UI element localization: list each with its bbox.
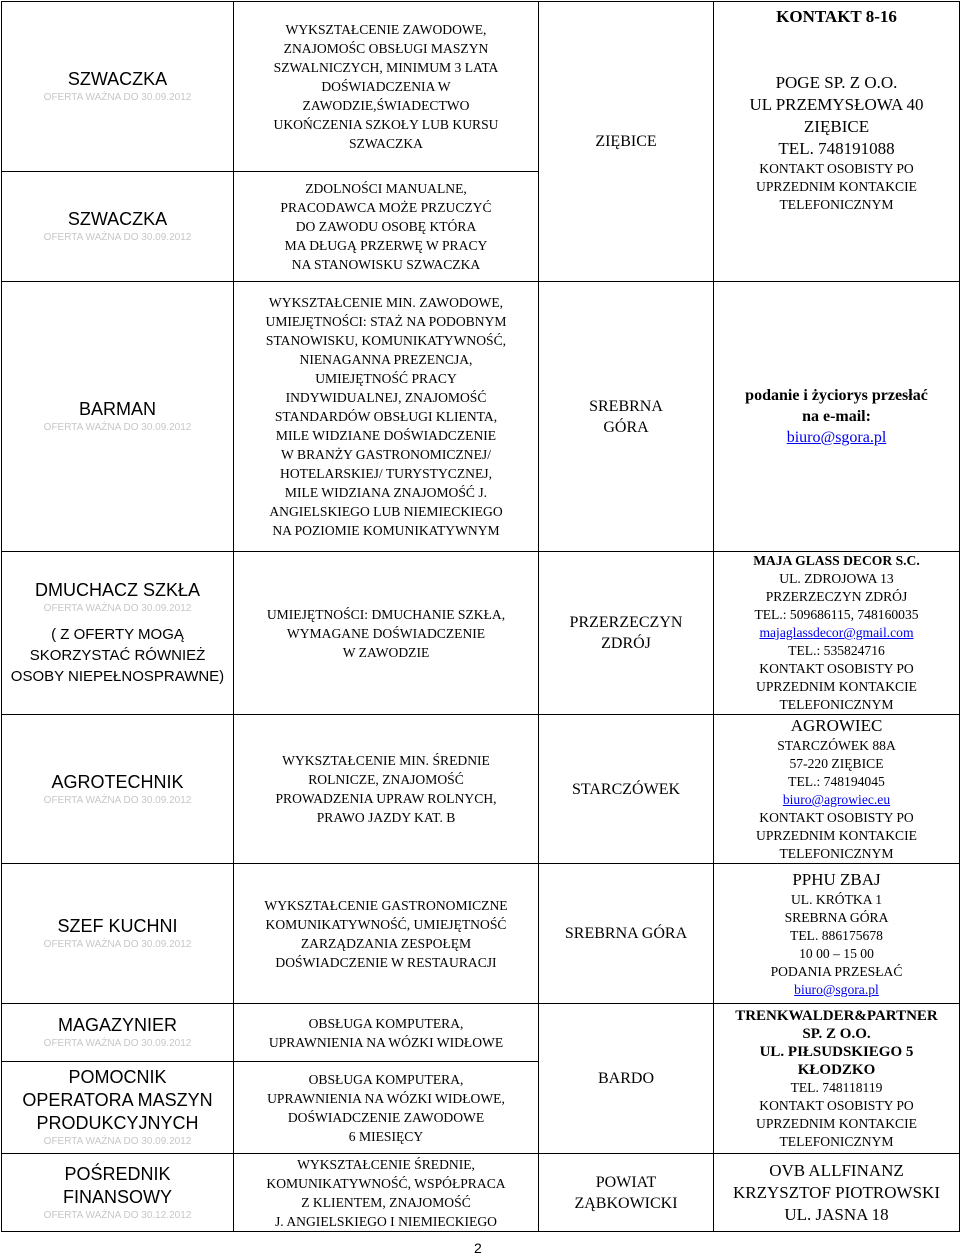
requirement-line: MA DŁUGĄ PRZERWĘ W PRACY bbox=[284, 238, 488, 253]
requirements-cell bbox=[234, 2, 539, 172]
job-title: OPERATORA MASZYN bbox=[22, 1090, 213, 1110]
requirement-line: SZWACZKA bbox=[348, 136, 423, 151]
job-title-cell bbox=[2, 172, 234, 282]
contact-line: POGE SP. Z O.O. bbox=[775, 73, 898, 92]
contact-line: ZIĘBICE bbox=[803, 117, 870, 136]
contact-line: UPRZEDNIM KONTAKCIE bbox=[756, 828, 917, 843]
contact-line: 10 00 – 15 00 bbox=[799, 945, 874, 961]
table-row bbox=[2, 552, 960, 715]
offer-validity: OFERTA WAŻNA DO 30.09.2012 bbox=[43, 1136, 192, 1147]
requirements-cell bbox=[234, 1062, 539, 1154]
email-link[interactable]: biuro@sgora.pl bbox=[786, 429, 887, 446]
contact-line: TELEFONICZNYM bbox=[779, 197, 894, 212]
job-title: PRODUKCYJNYCH bbox=[36, 1113, 199, 1133]
requirement-line: WYKSZTAŁCENIE MIN. ZAWODOWE, bbox=[268, 295, 504, 310]
job-title: SZWACZKA bbox=[67, 209, 168, 229]
contact-line: AGROWIEC bbox=[790, 716, 883, 735]
contact-line: KŁODZKO bbox=[797, 1061, 876, 1078]
location: ZDRÓJ bbox=[601, 635, 651, 652]
contact-line: KONTAKT OSOBISTY PO bbox=[759, 810, 914, 825]
contact-line: TEL.: 509686115, 748160035 bbox=[754, 607, 919, 622]
contact-line: KRZYSZTOF PIOTROWSKI bbox=[732, 1182, 940, 1202]
job-title-cell bbox=[2, 282, 234, 552]
job-title: MAGAZYNIER bbox=[57, 1015, 177, 1035]
job-title-cell bbox=[2, 864, 234, 1004]
location: SREBRNA bbox=[589, 397, 663, 415]
contact-line: TELEFONICZNYM bbox=[779, 697, 894, 712]
contact-line: UL. JASNA 18 bbox=[784, 1204, 889, 1224]
requirement-line: ANGIELSKIEGO LUB NIEMIECKIEGO bbox=[269, 504, 503, 519]
requirement-line: INDYWIDUALNEJ, ZNAJOMOŚĆ bbox=[285, 390, 487, 405]
requirement-line: DOŚWIADCZENIE ZAWODOWE bbox=[287, 1109, 485, 1125]
location-cell bbox=[539, 864, 714, 1004]
requirements-cell bbox=[234, 1154, 539, 1232]
contact-line: TEL.: 748194045 bbox=[788, 774, 885, 789]
location-cell bbox=[539, 715, 714, 864]
job-title: SZWACZKA bbox=[67, 69, 168, 89]
requirement-line: WYKSZTAŁCENIE MIN. ŚREDNIE bbox=[282, 753, 490, 768]
offer-validity: OFERTA WAŻNA DO 30.09.2012 bbox=[43, 1038, 192, 1049]
requirement-line: ZARZĄDZANIA ZESPOŁĘM bbox=[300, 935, 472, 951]
requirement-line: 6 MIESIĘCY bbox=[348, 1128, 424, 1144]
offer-validity: OFERTA WAŻNA DO 30.09.2012 bbox=[43, 603, 192, 614]
contact-line: PPHU ZBAJ bbox=[792, 869, 881, 889]
location: ZIĘBICE bbox=[595, 133, 657, 150]
contact-line: UL PRZEMYSŁOWA 40 bbox=[749, 95, 924, 114]
contact-line: TEL. 886175678 bbox=[790, 927, 883, 943]
requirement-line: UPRAWNIENIA NA WÓZKI WIDŁOWE, bbox=[267, 1090, 505, 1106]
requirement-line: SZWALNICZYCH, MINIMUM 3 LATA bbox=[273, 60, 499, 75]
contact-line: KONTAKT OSOBISTY PO bbox=[759, 161, 914, 176]
job-title: POMOCNIK bbox=[68, 1067, 167, 1087]
location: POWIAT bbox=[595, 1173, 657, 1191]
contact-line: podanie i życiorys przesłać bbox=[745, 387, 928, 404]
contact-cell bbox=[714, 2, 960, 282]
requirement-line: DO ZAWODU OSOBĘ KTÓRA bbox=[295, 219, 477, 234]
requirement-line: KOMUNIKATYWNOŚĆ, UMIEJĘTNOŚĆ bbox=[265, 916, 507, 932]
requirement-line: PRAWO JAZDY KAT. B bbox=[316, 810, 456, 825]
offer-validity: OFERTA WAŻNA DO 30.12.2012 bbox=[43, 1209, 192, 1221]
table-row bbox=[2, 715, 960, 864]
contact-line: TEL.: 535824716 bbox=[788, 643, 885, 658]
requirement-line: J. ANGIELSKIEGO I NIEMIECKIEGO bbox=[275, 1213, 497, 1229]
email-link[interactable]: biuro@agrowiec.eu bbox=[782, 792, 891, 807]
requirements-cell bbox=[234, 864, 539, 1004]
page-number: 2 bbox=[474, 1240, 482, 1256]
contact-line: UPRZEDNIM KONTAKCIE bbox=[756, 179, 917, 194]
contact-line: TRENKWALDER&PARTNER bbox=[735, 1007, 938, 1024]
requirement-line: OBSŁUGA KOMPUTERA, bbox=[308, 1015, 464, 1031]
requirement-line: OBSŁUGA KOMPUTERA, bbox=[308, 1071, 464, 1087]
contact-line: KONTAKT OSOBISTY PO bbox=[759, 661, 914, 676]
job-title: BARMAN bbox=[78, 399, 156, 419]
contact-line: UL. PIŁSUDSKIEGO 5 bbox=[759, 1043, 914, 1060]
requirement-line: WYKSZTAŁCENIE GASTRONOMICZNE bbox=[264, 897, 508, 913]
location: ZĄBKOWICKI bbox=[574, 1194, 678, 1212]
requirement-line: ROLNICZE, ZNAJOMOŚĆ bbox=[308, 772, 464, 787]
job-title-cell bbox=[2, 1004, 234, 1062]
contact-cell bbox=[714, 1154, 960, 1232]
offer-validity: OFERTA WAŻNA DO 30.09.2012 bbox=[43, 939, 192, 950]
email-link[interactable]: majaglassdecor@gmail.com bbox=[759, 625, 914, 640]
location-cell bbox=[539, 1004, 714, 1154]
location-cell bbox=[539, 552, 714, 715]
job-title: FINANSOWY bbox=[62, 1186, 172, 1207]
table-row bbox=[2, 282, 960, 552]
requirement-line: MILE WIDZIANA ZNAJOMOŚĆ J. bbox=[284, 485, 488, 500]
offer-validity: OFERTA WAŻNA DO 30.09.2012 bbox=[43, 422, 192, 433]
contact-line: MAJA GLASS DECOR S.C. bbox=[753, 553, 920, 568]
requirements-cell bbox=[234, 715, 539, 864]
requirement-line: UKOŃCZENIA SZKOŁY LUB KURSU bbox=[273, 117, 499, 132]
table-row bbox=[2, 864, 960, 1004]
location: STARCZÓWEK bbox=[571, 780, 681, 798]
table-row bbox=[2, 1154, 960, 1232]
contact-line: OVB ALLFINANZ bbox=[769, 1160, 904, 1180]
contact-line: UL. KRÓTKA 1 bbox=[790, 891, 882, 907]
requirement-line: UMIEJĘTNOŚCI: DMUCHANIE SZKŁA, bbox=[266, 606, 506, 622]
table-row bbox=[2, 2, 960, 172]
requirement-line: DOŚWIADCZENIA W bbox=[321, 79, 451, 94]
email-link[interactable]: biuro@sgora.pl bbox=[794, 981, 879, 997]
contact-cell bbox=[714, 1004, 960, 1154]
contact-line: KONTAKT OSOBISTY PO bbox=[759, 1097, 914, 1113]
offer-validity: OFERTA WAŻNA DO 30.09.2012 bbox=[43, 794, 192, 806]
requirement-line: UMIEJĘTNOŚCI: STAŻ NA PODOBNYM bbox=[265, 314, 507, 329]
job-title-cell bbox=[2, 1062, 234, 1154]
contact-cell bbox=[714, 282, 960, 552]
contact-line: TELEFONICZNYM bbox=[779, 1133, 894, 1149]
location: SREBRNA GÓRA bbox=[564, 925, 688, 942]
location: BARDO bbox=[597, 1070, 654, 1087]
location: PRZERZECZYN bbox=[569, 614, 683, 631]
job-title-cell bbox=[2, 552, 234, 715]
requirement-line: NA POZIOMIE KOMUNIKATYWNYM bbox=[272, 523, 500, 538]
requirement-line: NA STANOWISKU SZWACZKA bbox=[291, 257, 481, 272]
contact-cell bbox=[714, 552, 960, 715]
offer-validity: OFERTA WAŻNA DO 30.09.2012 bbox=[43, 232, 192, 243]
contact-line: TEL. 748191088 bbox=[778, 139, 895, 158]
location: GÓRA bbox=[603, 418, 649, 436]
requirements-cell bbox=[234, 1004, 539, 1062]
note-line: OSOBY NIEPEŁNOSPRAWNE) bbox=[10, 668, 225, 685]
requirement-line: MILE WIDZIANE DOŚWIADCZENIE bbox=[275, 428, 497, 443]
contact-line: PODANIA PRZESŁAĆ bbox=[770, 963, 903, 979]
requirement-line: Z KLIENTEM, ZNAJOMOŚĆ bbox=[301, 1194, 471, 1210]
contact-line: TEL. 748118119 bbox=[790, 1079, 883, 1095]
contact-line: SP. Z O.O. bbox=[802, 1025, 871, 1042]
contact-cell bbox=[714, 715, 960, 864]
requirement-line: HOTELARSKIEJ/ TURYSTYCZNEJ, bbox=[280, 466, 492, 481]
location-cell bbox=[539, 282, 714, 552]
contact-line: UL. ZDROJOWA 13 bbox=[779, 571, 894, 586]
requirement-line: STANOWISKU, KOMUNIKATYWNOŚĆ, bbox=[265, 333, 507, 348]
job-title-cell bbox=[2, 715, 234, 864]
contact-cell bbox=[714, 864, 960, 1004]
requirement-line: KOMUNIKATYWNOŚĆ, WSPÓŁPRACA bbox=[266, 1175, 506, 1191]
requirement-line: WYKSZTAŁCENIE ŚREDNIE, bbox=[297, 1156, 475, 1172]
contact-hours: KONTAKT 8-16 bbox=[776, 7, 897, 26]
requirement-line: ZNAJOMOŚC OBSŁUGI MASZYN bbox=[283, 41, 489, 56]
contact-line: na e-mail: bbox=[802, 408, 871, 425]
requirement-line: WYMAGANE DOŚWIADCZENIE bbox=[286, 625, 486, 641]
requirements-cell bbox=[234, 172, 539, 282]
requirement-line: PROWADZENIA UPRAW ROLNYCH, bbox=[275, 791, 497, 806]
table-row bbox=[2, 1004, 960, 1062]
requirement-line: ZDOLNOŚCI MANUALNE, bbox=[305, 181, 467, 196]
requirement-line: WYKSZTAŁCENIE ZAWODOWE, bbox=[285, 22, 487, 37]
job-title: AGROTECHNIK bbox=[51, 771, 184, 792]
contact-line: SREBRNA GÓRA bbox=[784, 909, 889, 925]
requirement-line: UMIEJĘTNOŚĆ PRACY bbox=[315, 371, 457, 386]
requirement-line: DOŚWIADCZENIE W RESTAURACJI bbox=[275, 954, 497, 970]
note-line: ( Z OFERTY MOGĄ bbox=[51, 626, 184, 643]
requirement-line: UPRAWNIENIA NA WÓZKI WIDŁOWE bbox=[268, 1034, 504, 1050]
location-cell bbox=[539, 2, 714, 282]
requirements-cell bbox=[234, 282, 539, 552]
requirement-line: PRACODAWCA MOŻE PRZUCZYĆ bbox=[280, 200, 492, 215]
contact-line: UPRZEDNIM KONTAKCIE bbox=[756, 1115, 917, 1131]
requirement-line: ZAWODZIE,ŚWIADECTWO bbox=[302, 98, 470, 113]
job-title: POŚREDNIK bbox=[64, 1163, 171, 1184]
job-offers-table bbox=[1, 1, 960, 1232]
requirement-line: STANDARDÓW OBSŁUGI KLIENTA, bbox=[274, 409, 498, 424]
offer-validity: OFERTA WAŻNA DO 30.09.2012 bbox=[43, 92, 192, 103]
contact-line: PRZERZECZYN ZDRÓJ bbox=[765, 589, 908, 604]
requirement-line: NIENAGANNA PREZENCJA, bbox=[299, 352, 473, 367]
requirement-line: W BRANŻY GASTRONOMICZNEJ/ bbox=[281, 447, 491, 462]
contact-line: UPRZEDNIM KONTAKCIE bbox=[756, 679, 917, 694]
contact-line: STARCZÓWEK 88A bbox=[777, 738, 896, 753]
note-line: SKORZYSTAĆ RÓWNIEŻ bbox=[29, 647, 206, 664]
job-title-cell bbox=[2, 1154, 234, 1232]
contact-line: 57-220 ZIĘBICE bbox=[789, 756, 884, 771]
requirements-cell bbox=[234, 552, 539, 715]
contact-line: TELEFONICZNYM bbox=[779, 846, 894, 861]
requirement-line: W ZAWODZIE bbox=[342, 644, 430, 660]
job-title: DMUCHACZ SZKŁA bbox=[34, 580, 200, 600]
job-title: SZEF KUCHNI bbox=[57, 916, 178, 936]
job-title-cell bbox=[2, 2, 234, 172]
location-cell bbox=[539, 1154, 714, 1232]
